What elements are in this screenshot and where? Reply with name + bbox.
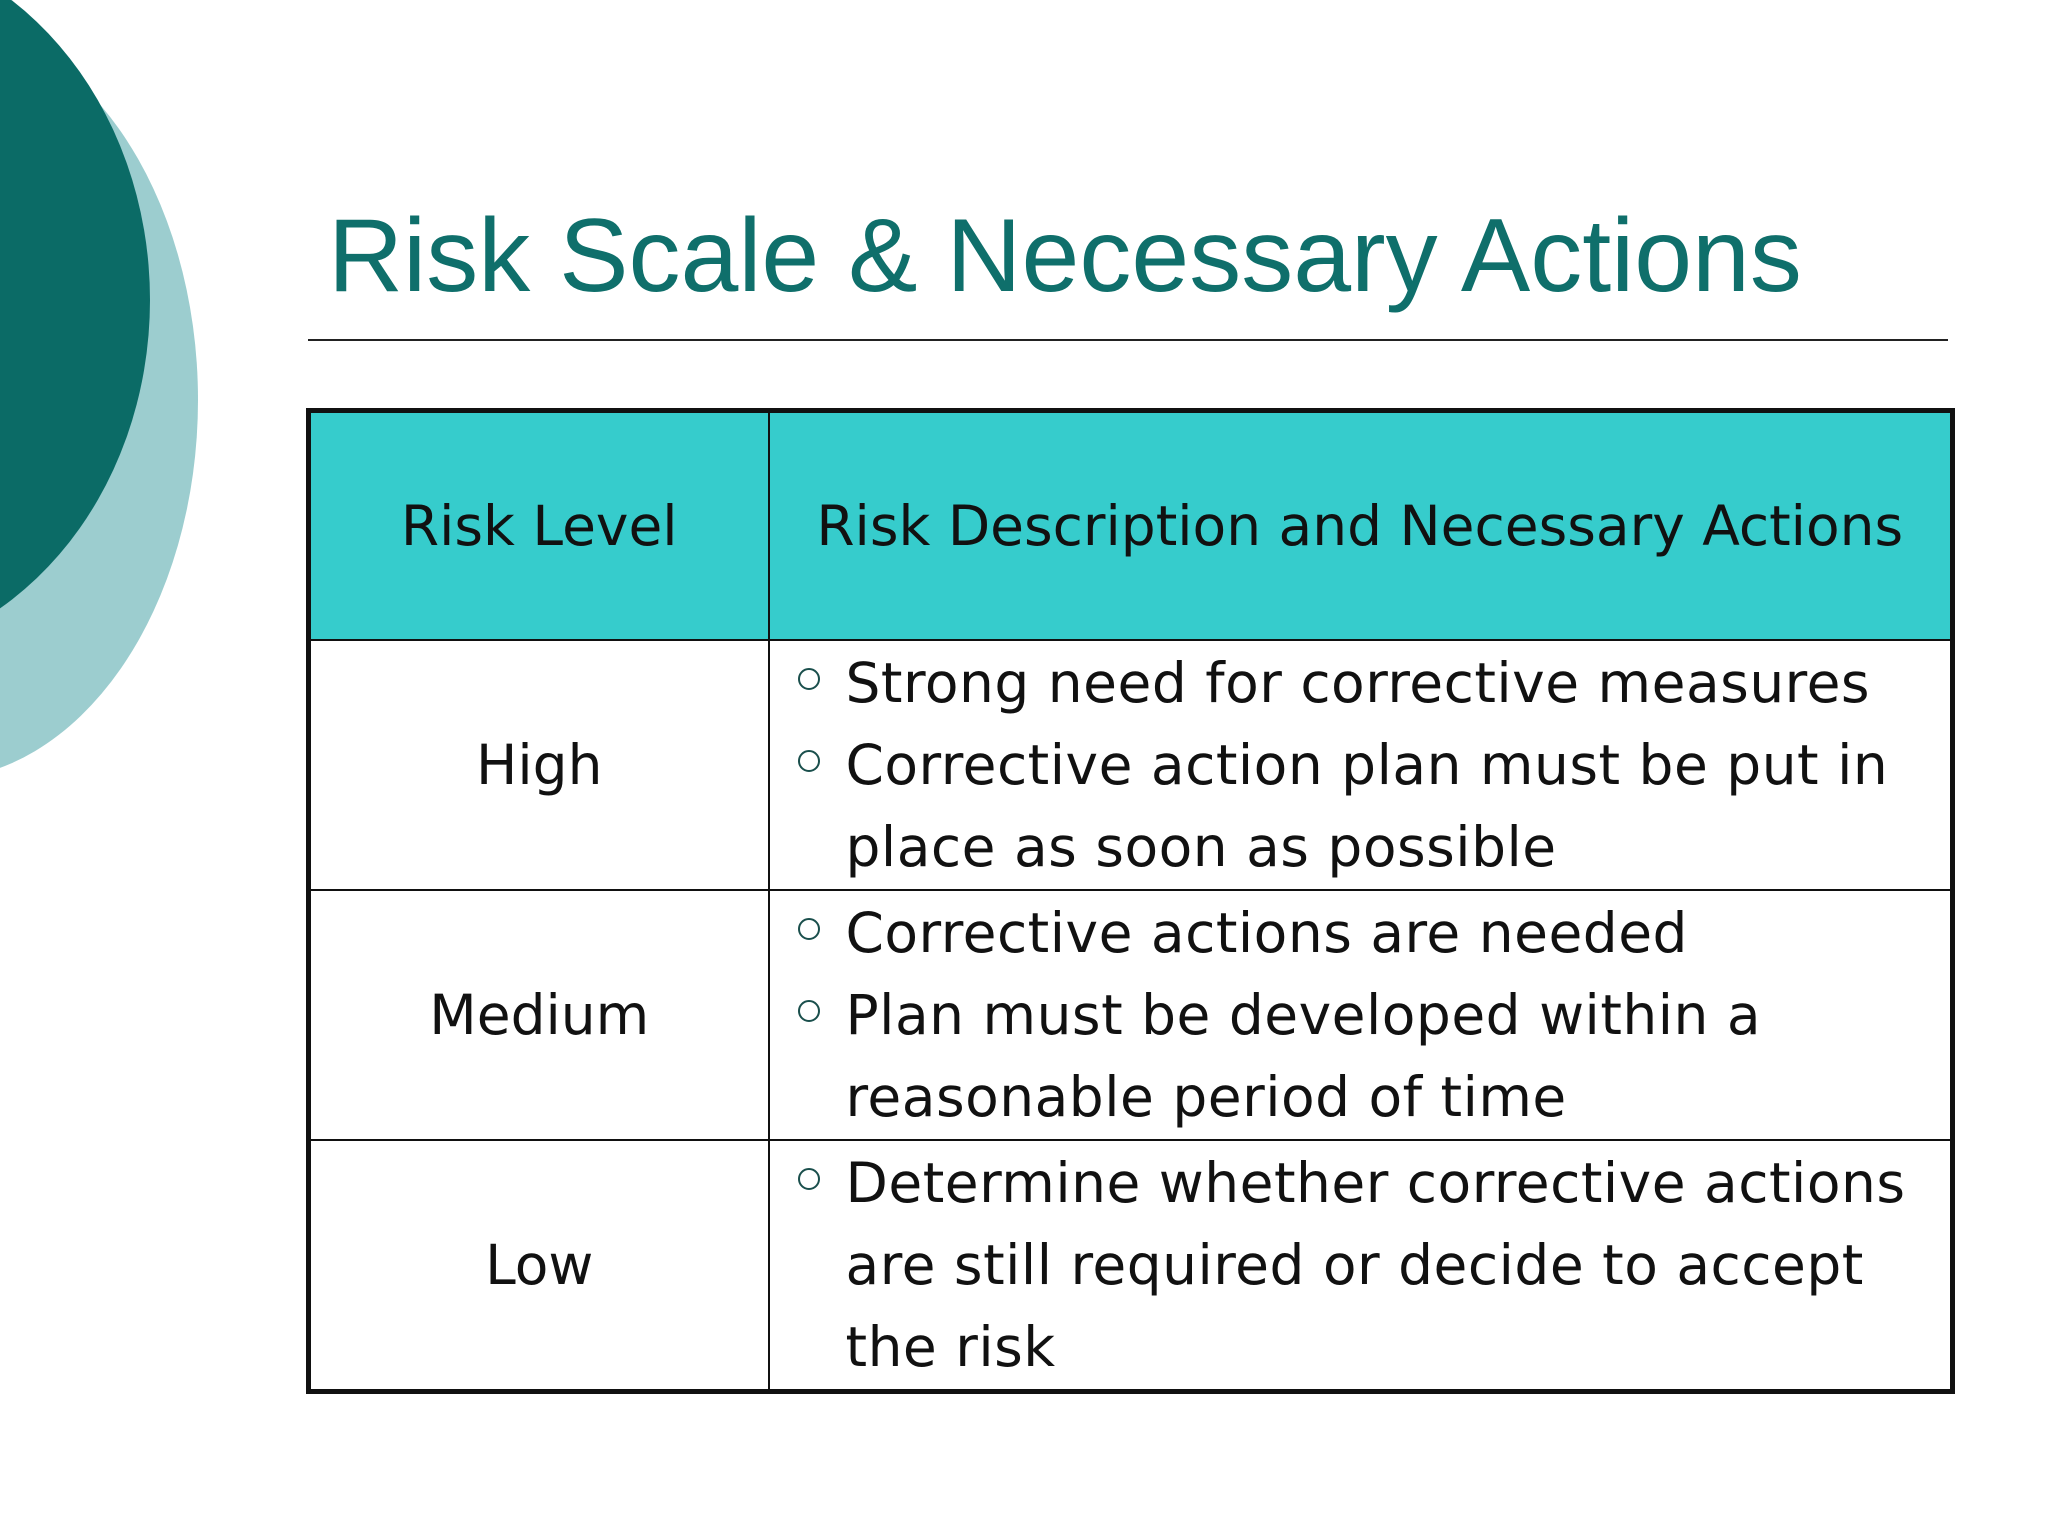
table-row-high xyxy=(309,640,1953,890)
hollow-circle-bullet-icon xyxy=(798,750,820,772)
action-text: Corrective action plan must be put in place as soon as possible xyxy=(845,733,1889,879)
action-list xyxy=(790,642,1941,888)
action-item xyxy=(790,1142,1941,1388)
header-risk-description: Risk Description and Necessary Actions xyxy=(769,411,1953,641)
header-risk-level: Risk Level xyxy=(309,411,769,641)
slide-title: Risk Scale & Necessary Actions xyxy=(328,198,1802,314)
action-item xyxy=(790,892,1941,974)
title-divider xyxy=(308,339,1948,341)
action-item xyxy=(790,974,1941,1138)
hollow-circle-bullet-icon xyxy=(798,1000,820,1022)
risk-level-cell: Medium xyxy=(309,890,769,1140)
action-text: Strong need for corrective measures xyxy=(845,651,1871,715)
risk-actions-cell xyxy=(769,890,1953,1140)
action-list xyxy=(790,1142,1941,1388)
table-row-medium xyxy=(309,890,1953,1140)
table-row-low xyxy=(309,1140,1953,1392)
risk-level-cell: High xyxy=(309,640,769,890)
hollow-circle-bullet-icon xyxy=(798,668,820,690)
table-header-row xyxy=(309,411,1953,641)
action-text: Determine whether corrective actions are still required or decide to accept the risk xyxy=(845,1151,1906,1379)
risk-actions-cell xyxy=(769,640,1953,890)
risk-level-cell: Low xyxy=(309,1140,769,1392)
action-text: Plan must be developed within a reasonable period of time xyxy=(845,983,1762,1129)
action-item xyxy=(790,724,1941,888)
hollow-circle-bullet-icon xyxy=(798,1168,820,1190)
hollow-circle-bullet-icon xyxy=(798,918,820,940)
risk-table xyxy=(306,408,1955,1394)
risk-actions-cell xyxy=(769,1140,1953,1392)
action-item xyxy=(790,642,1941,724)
action-text: Corrective actions are needed xyxy=(845,901,1688,965)
action-list xyxy=(790,892,1941,1138)
